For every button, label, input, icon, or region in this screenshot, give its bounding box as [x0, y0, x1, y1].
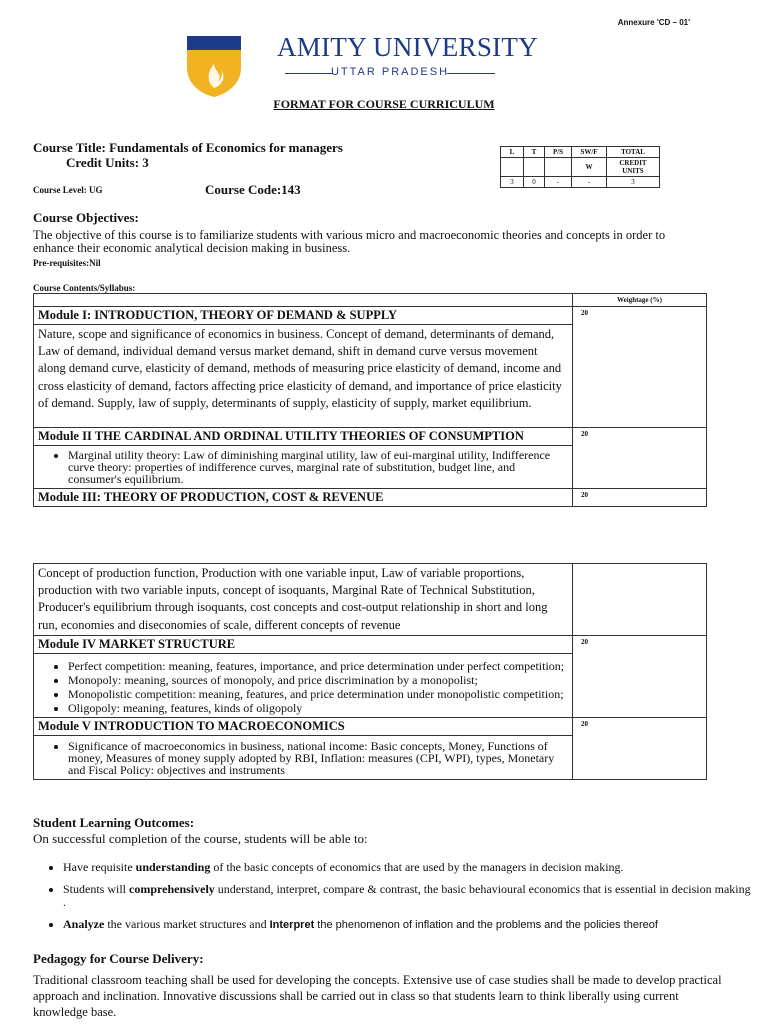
units-header-l: L: [501, 147, 524, 158]
slo-list: [33, 861, 753, 941]
module-3-weight-cont: [573, 564, 707, 636]
module-3-weight: 20: [573, 489, 707, 507]
contents-heading: Course Contents/Syllabus:: [33, 283, 136, 293]
weightage-header: Weightage (%): [573, 294, 707, 307]
module-2-list: [38, 449, 568, 485]
units-header-t: T: [524, 147, 545, 158]
credit-units-table: [500, 146, 660, 188]
module-4-title: Module IV MARKET STRUCTURE: [34, 635, 573, 653]
course-code: Course Code:143: [205, 182, 301, 197]
syllabus-table-part2: [33, 563, 707, 780]
credit-units: Credit Units: 3: [66, 155, 149, 170]
table-header-blank: [34, 294, 573, 307]
slo-heading: Student Learning Outcomes:: [33, 815, 195, 830]
module-3-title: Module III: THEORY OF PRODUCTION, COST & REVENUE: [34, 489, 573, 507]
units-value-swfw: -: [572, 177, 607, 188]
university-name: AMITY UNIVERSITY: [277, 32, 539, 62]
course-level: Course Level: UG: [33, 185, 103, 195]
units-header-ps: P/S: [545, 147, 572, 158]
objectives-text: The objective of this course is to familiarize students with various micro and macroeconomic theories and concepts in order to enhance their economic analytical decision making in business.: [33, 228, 666, 255]
university-location: UTTAR PRADESH: [285, 66, 495, 78]
pedagogy-heading: Pedagogy for Course Delivery:: [33, 951, 204, 966]
module-1-title: Module I: INTRODUCTION, THEORY OF DEMAND & SUPPLY: [34, 307, 573, 325]
units-value-t: 0: [524, 177, 545, 188]
units-header2-total: CREDIT UNITS: [607, 158, 660, 177]
units-header2-t: [524, 158, 545, 177]
university-header: [185, 30, 539, 100]
list-item: • Students will comprehensively understand, interpret, compare & contrast, the basic behavioural economics that is essential in decision making .: [63, 883, 753, 909]
amity-logo-icon: [185, 30, 243, 98]
list-item: • Have requisite understanding of the basic concepts of economics that are used by the managers in decision making.: [63, 861, 753, 874]
units-value-l: 3: [501, 177, 524, 188]
units-header-total: TOTAL: [607, 147, 660, 158]
list-item: • Perfect competition: meaning, features, importance, and price determination under perfect competition;: [68, 660, 568, 672]
list-item: • Monopolistic competition: meaning, features, and price determination under monopolistic competition;: [68, 688, 568, 700]
module-5-list: [38, 740, 568, 776]
syllabus-table-part1: [33, 293, 707, 507]
module-3-body: Concept of production function, Production with one variable input, Law of variable proportions, production with two variable inputs, concept of isoquants, Marginal Rate of Technical Substitution, Producer's equilibrium through isoquants, cost concepts and cost-output relationship in short and long run, economies and diseconomies of scale, different concepts of revenue: [34, 564, 573, 636]
format-title: FORMAT FOR COURSE CURRICULUM: [273, 97, 495, 111]
units-header2-l: [501, 158, 524, 177]
module-2-title: Module II THE CARDINAL AND ORDINAL UTILITY THEORIES OF CONSUMPTION: [34, 428, 573, 446]
annexure-label: Annexure 'CD – 01': [617, 18, 690, 27]
list-item: • Analyze the various market structures and Interpret the phenomenon of inflation and the problems and the policies thereof: [63, 918, 753, 932]
list-item: • Monopoly: meaning, sources of monopoly, and price discrimination by a monopolist;: [68, 674, 568, 686]
objectives-heading: Course Objectives:: [33, 210, 139, 225]
units-header2-ps: [545, 158, 572, 177]
course-title: Course Title: Fundamentals of Economics for managers: [33, 140, 343, 155]
module-4-weight: 20: [573, 635, 707, 717]
slo-intro: On successful completion of the course, students will be able to:: [33, 831, 368, 846]
prerequisites: Pre-requisites:Nil: [33, 258, 101, 268]
module-1-body: Nature, scope and significance of economics in business. Concept of demand, determinants of demand, Law of demand, individual demand versus market demand, shift in demand curve versus movement along demand curve, elasticity of demand, methods of measuring price elasticity of demand, income and cross elasticity of demand, factors affecting price elasticity of demand, and importance of price elasticity of demand. Supply, law of supply, determinants of supply, elasticity of supply, market equilibrium.: [34, 325, 573, 428]
units-value-total: 3: [607, 177, 660, 188]
list-item: • Marginal utility theory: Law of diminishing marginal utility, law of eui-marginal utility, Indifference curve theory: properties of indifference curves, marginal rate of substitution, budget line, and consumer's equilibrium.: [68, 449, 568, 485]
module-2-weight: 20: [573, 428, 707, 489]
pedagogy-text: Traditional classroom teaching shall be used for developing the concepts. Extensive use of case studies shall be made to develop practical approach and inclination. Innovative discussions shall be carried out in class so that students learn to think liberally using current knowledge base.: [33, 973, 722, 1019]
units-header-swfw: SW/F: [572, 147, 607, 158]
list-item: • Significance of macroeconomics in business, national income: Basic concepts, Money, Functions of money, Measures of money supply adopted by RBI, Inflation: measures (CPI, WPI), types, Monetary and Fiscal Policy: objectives and instruments: [68, 740, 568, 776]
module-5-weight: 20: [573, 717, 707, 779]
units-header2-swfw: W: [572, 158, 607, 177]
list-item: • Oligopoly: meaning, features, kinds of oligopoly: [68, 702, 568, 714]
module-5-title: Module V INTRODUCTION TO MACROECONOMICS: [34, 717, 573, 735]
units-value-ps: -: [545, 177, 572, 188]
module-4-list: [38, 660, 568, 714]
module-1-weight: 20: [573, 307, 707, 428]
